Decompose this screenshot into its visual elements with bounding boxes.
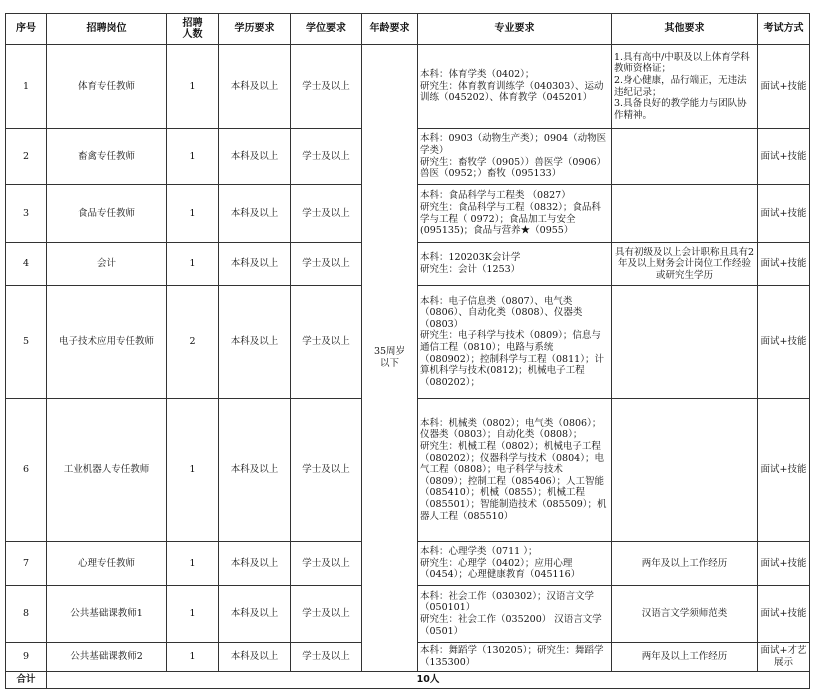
cell-other — [612, 286, 758, 399]
cell-exam: 面试+技能 — [758, 586, 810, 643]
cell-education: 本科及以上 — [219, 643, 291, 672]
cell-seq: 4 — [6, 243, 47, 286]
cell-position: 工业机器人专任教师 — [47, 399, 167, 542]
cell-major: 本科：社会工作（030302）；汉语言文学（050101） 研究生：社会工作（035200） 汉语言文学（0501） — [418, 586, 612, 643]
cell-degree: 学士及以上 — [291, 586, 362, 643]
cell-other — [612, 185, 758, 243]
cell-other: 两年及以上工作经历 — [612, 542, 758, 586]
cell-position: 会计 — [47, 243, 167, 286]
cell-seq: 3 — [6, 185, 47, 243]
cell-exam: 面试+技能 — [758, 129, 810, 185]
cell-major: 本科：120203K会计学 研究生：会计（1253） — [418, 243, 612, 286]
cell-exam: 面试+技能 — [758, 185, 810, 243]
cell-exam: 面试+才艺展示 — [758, 643, 810, 672]
table-header-row — [6, 14, 810, 45]
header-seq: 序号 — [6, 14, 47, 45]
cell-exam: 面试+技能 — [758, 286, 810, 399]
table-row — [6, 45, 810, 129]
cell-other — [612, 129, 758, 185]
cell-education: 本科及以上 — [219, 542, 291, 586]
cell-major: 本科：机械类（0802）；电气类（0806）；仪器类（0803）；自动化类（0808）； 研究生：机械工程（0802）；机械电子工程（080202）；仪器科学与技术（0804）；电气工程（0808）；电子科学与技术（0809）；控制工程（085406）；人工智能（085410）；机械（0855）；机械工程（085501）；智能制造技术（085509）；机器人工程（085510） — [418, 399, 612, 542]
cell-seq: 8 — [6, 586, 47, 643]
cell-exam: 面试+技能 — [758, 45, 810, 129]
cell-degree: 学士及以上 — [291, 129, 362, 185]
cell-seq: 2 — [6, 129, 47, 185]
header-position: 招聘岗位 — [47, 14, 167, 45]
cell-other: 具有初级及以上会计职称且具有2年及以上财务会计岗位工作经验或研究生学历 — [612, 243, 758, 286]
cell-position: 体育专任教师 — [47, 45, 167, 129]
cell-count: 1 — [167, 586, 219, 643]
header-degree: 学位要求 — [291, 14, 362, 45]
cell-education: 本科及以上 — [219, 399, 291, 542]
cell-degree: 学士及以上 — [291, 45, 362, 129]
cell-position: 公共基础课教师2 — [47, 643, 167, 672]
cell-age-merged: 35周岁 以下 — [362, 45, 418, 672]
cell-exam: 面试+技能 — [758, 399, 810, 542]
cell-education: 本科及以上 — [219, 286, 291, 399]
cell-major: 本科：体育学类（0402）； 研究生：体育教育训练学（040303）、运动训练（045202）、体育教学（045201） — [418, 45, 612, 129]
cell-degree: 学士及以上 — [291, 185, 362, 243]
cell-seq: 7 — [6, 542, 47, 586]
cell-major: 本科：心理学类（0711 ）； 研究生：心理学（0402）；应用心理（0454）；心理健康教育（045116） — [418, 542, 612, 586]
cell-seq: 1 — [6, 45, 47, 129]
cell-seq: 5 — [6, 286, 47, 399]
cell-count: 1 — [167, 243, 219, 286]
header-other: 其他要求 — [612, 14, 758, 45]
cell-seq: 9 — [6, 643, 47, 672]
header-exam: 考试方式 — [758, 14, 810, 45]
header-major: 专业要求 — [418, 14, 612, 45]
cell-degree: 学士及以上 — [291, 643, 362, 672]
cell-count: 1 — [167, 185, 219, 243]
cell-major: 本科：0903（动物生产类）；0904（动物医学类） 研究生：畜牧学（0905））兽医学（0906）兽医（0952；）畜牧（095133） — [418, 129, 612, 185]
cell-count: 1 — [167, 542, 219, 586]
cell-education: 本科及以上 — [219, 45, 291, 129]
total-value: 10人 — [47, 672, 810, 689]
header-count: 招聘 人数 — [167, 14, 219, 45]
cell-exam: 面试+技能 — [758, 542, 810, 586]
cell-degree: 学士及以上 — [291, 542, 362, 586]
cell-other: 两年及以上工作经历 — [612, 643, 758, 672]
cell-degree: 学士及以上 — [291, 243, 362, 286]
cell-other: 汉语言文学须师范类 — [612, 586, 758, 643]
total-label: 合计 — [6, 672, 47, 689]
cell-degree: 学士及以上 — [291, 286, 362, 399]
cell-count: 1 — [167, 129, 219, 185]
cell-education: 本科及以上 — [219, 586, 291, 643]
cell-position: 电子技术应用专任教师 — [47, 286, 167, 399]
cell-major: 本科：电子信息类（0807）、电气类（0806）、自动化类（0808）、仪器类（0803） 研究生：电子科学与技术（0809）；信息与通信工程（0810）；电路与系统（080902）；控制科学与工程（0811）；计算机科学与技术(0812)；机械电子工程（080202）； — [418, 286, 612, 399]
cell-degree: 学士及以上 — [291, 399, 362, 542]
header-education: 学历要求 — [219, 14, 291, 45]
cell-position: 心理专任教师 — [47, 542, 167, 586]
cell-position: 公共基础课教师1 — [47, 586, 167, 643]
cell-other: 1.具有高中/中职及以上体育学科教师资格证； 2.身心健康，品行端正，无违法违纪记录； 3.具备良好的教学能力与团队协作精神。 — [612, 45, 758, 129]
cell-exam: 面试+技能 — [758, 243, 810, 286]
cell-education: 本科及以上 — [219, 129, 291, 185]
cell-major: 本科：舞蹈学（130205）；研究生：舞蹈学（135300） — [418, 643, 612, 672]
total-row — [6, 672, 810, 689]
cell-education: 本科及以上 — [219, 243, 291, 286]
cell-seq: 6 — [6, 399, 47, 542]
cell-major: 本科：食品科学与工程类 （0827） 研究生：食品科学与工程（0832）；食品科学与工程（ 0972）；食品加工与安全(095135)；食品与营养★（0955） — [418, 185, 612, 243]
cell-count: 2 — [167, 286, 219, 399]
cell-count: 1 — [167, 399, 219, 542]
cell-count: 1 — [167, 45, 219, 129]
header-age: 年龄要求 — [362, 14, 418, 45]
cell-other — [612, 399, 758, 542]
cell-education: 本科及以上 — [219, 185, 291, 243]
cell-position: 畜禽专任教师 — [47, 129, 167, 185]
recruitment-table — [5, 13, 810, 689]
cell-count: 1 — [167, 643, 219, 672]
cell-position: 食品专任教师 — [47, 185, 167, 243]
